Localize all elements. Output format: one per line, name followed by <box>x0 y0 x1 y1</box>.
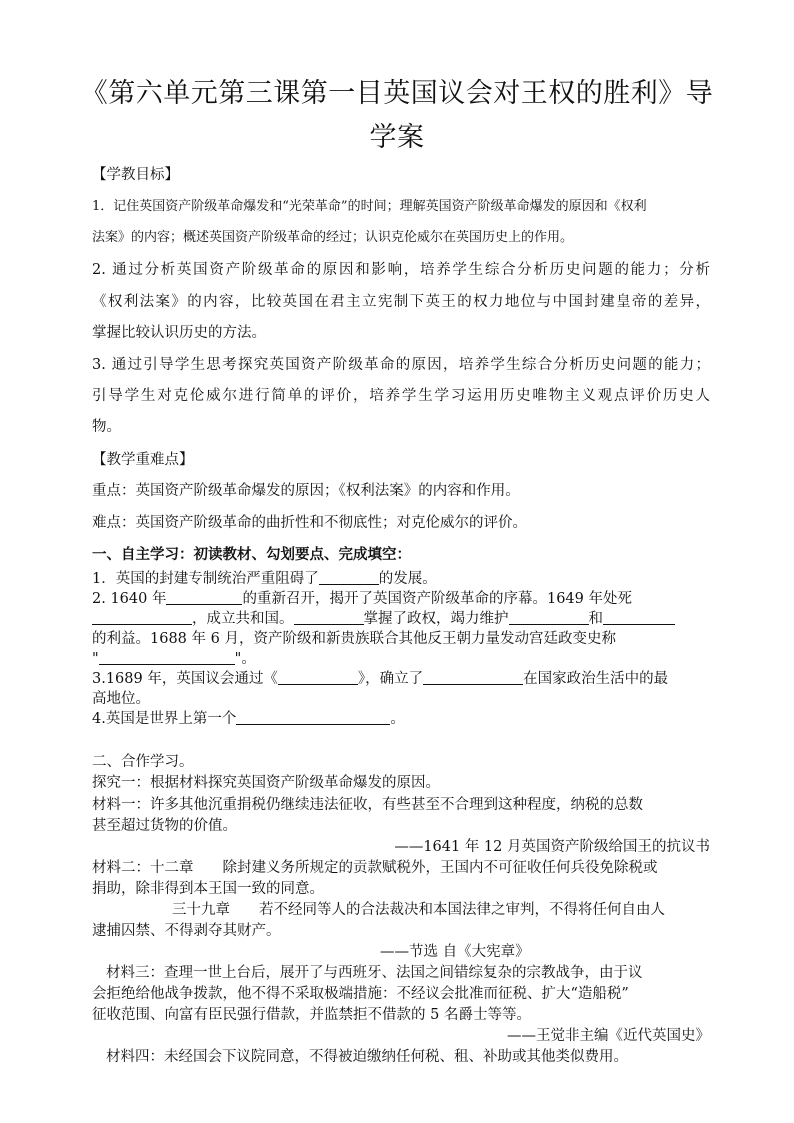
blank-8[interactable] <box>278 669 358 685</box>
question-3-line-1 <box>92 669 710 689</box>
question-1-text-b: 的发展。 <box>378 571 437 587</box>
material-3-line-3: 征收范围、向富有臣民强行借款，并监禁拒不借款的 5 名爵士等等。 <box>92 1007 531 1023</box>
objective-1-line-2: 法案》的内容；概述英国资产阶级革命的经过；认识克伦威尔在英国历史上的作用。 <box>92 230 574 245</box>
key-point-difficulty: 难点：英国资产阶级革命的曲折性和不彻底性；对克伦威尔的评价。 <box>92 515 527 531</box>
question-2-text-c: ，成立共和国。 <box>192 611 294 627</box>
question-2-text-g: " <box>92 651 99 667</box>
blank-6[interactable] <box>603 609 675 625</box>
material-2-line-4: 逮捕囚禁、不得剥夺其财产。 <box>92 923 281 939</box>
question-1-text-a: 1．英国的封建专制统治严重阻碍了 <box>92 571 319 587</box>
blank-10[interactable] <box>236 709 390 725</box>
blank-1[interactable] <box>319 569 379 585</box>
objective-2-line-3: 掌握比较认识历史的方法。 <box>92 325 266 341</box>
question-4 <box>92 709 710 729</box>
key-point-focus: 重点：英国资产阶级革命爆发的原因；《权利法案》的内容和作用。 <box>92 483 520 499</box>
question-2-line-1 <box>92 589 710 609</box>
question-4-text-a: 4.英国是世界上第一个 <box>92 711 237 727</box>
question-2-line-3: 的利益。1688 年 6 月，资产阶级和新贵族联合其他反王朝力量发动宫廷政变史称 <box>92 631 616 647</box>
objectives-heading: 【学教目标】 <box>92 167 179 183</box>
objective-2-line-2: 《权利法案》的内容，比较英国在君主立宪制下英王的权力地位与中国封建皇帝的差异， <box>92 294 710 310</box>
key-points-heading: 【教学重难点】 <box>92 452 194 468</box>
blank-2[interactable] <box>166 589 242 605</box>
blank-9[interactable] <box>423 669 523 685</box>
objective-3-line-3: 物。 <box>92 419 121 435</box>
objective-1-line-1: 1．记住英国资产阶级革命爆发和“光荣革命”的时间；理解英国资产阶级革命爆发的原因和《权利 <box>92 199 647 214</box>
material-3-line-2: 会拒绝给他战争拨款，他不得不采取极端措施：不经议会批准而征税、扩大“造船税” <box>92 986 629 1002</box>
material-3-source: ——王觉非主编《近代英国史》 <box>507 1028 710 1044</box>
question-2-line-2 <box>92 609 710 629</box>
question-3-text-a: 3.1689 年，英国议会通过《 <box>92 671 278 687</box>
material-1-line-2: 甚至超过货物的价值。 <box>92 818 237 834</box>
question-2-text-d: 掌握了政权，竭力维护 <box>363 611 509 627</box>
title-line-1: 《第六单元第三课第一目英国议会对王权的胜利》导 <box>80 78 714 109</box>
question-3-text-b: 》，确立了 <box>357 671 424 687</box>
material-2-line-3: 三十九章 若不经同等人的合法裁决和本国法律之审判，不得将任何自由人 <box>172 902 665 918</box>
question-4-text-b: 。 <box>390 711 405 727</box>
material-3-line-1: 材料三：查理一世上台后，展开了与西班牙、法国之间错综复杂的宗教战争，由于议 <box>106 965 643 981</box>
title-line-2: 学案 <box>369 122 425 153</box>
self-study-heading: 一、自主学习：初读教材、勾划要点、完成填空： <box>92 546 411 563</box>
cooperative-heading: 二、合作学习。 <box>92 754 194 770</box>
material-4-line-1: 材料四：未经国会下议院同意，不得被迫缴纳任何税、租、补助或其他类似费用。 <box>106 1049 628 1065</box>
blank-7[interactable] <box>99 649 235 665</box>
question-2-text-a: 2. 1640 年 <box>92 591 167 607</box>
material-2-line-1: 材料二：十二章 除封建义务所规定的贡款赋税外，王国内不可征收任何兵役免除税或 <box>92 860 658 876</box>
question-3-text-c: 在国家政治生活中的最 <box>523 671 669 687</box>
question-2-text-e: 和 <box>588 611 603 627</box>
inquiry-1: 探究一：根据材料探究英国资产阶级革命爆发的原因。 <box>92 775 440 791</box>
question-1 <box>92 569 710 589</box>
objective-3-line-1: 3. 通过引导学生思考探究英国资产阶级革命的原因，培养学生综合分析历史问题的能力； <box>92 357 710 373</box>
blank-5[interactable] <box>509 609 589 625</box>
question-2-line-4 <box>92 649 710 669</box>
material-2-line-2: 捐助，除非得到本王国一致的同意。 <box>92 881 324 897</box>
question-2-text-b: 的重新召开，揭开了英国资产阶级革命的序幕。1649 年处死 <box>242 591 632 607</box>
question-2-text-h: "。 <box>234 651 256 667</box>
material-2-source: ——节选 自《大宪章》 <box>380 944 530 960</box>
blank-4[interactable] <box>294 609 364 625</box>
objective-2-line-1: 2. 通过分析英国资产阶级革命的原因和影响，培养学生综合分析历史问题的能力；分析 <box>92 262 710 278</box>
material-1-line-1: 材料一：许多其他沉重捐税仍继续违法征收，有些甚至不合理到这种程度，纳税的总数 <box>92 797 643 813</box>
objective-3-line-2: 引导学生对克伦威尔进行简单的评价，培养学生学习运用历史唯物主义观点评价历史人 <box>92 388 710 404</box>
material-1-source: ——1641 年 12 月英国资产阶级给国王的抗议书 <box>394 839 710 855</box>
document-title <box>60 72 734 160</box>
question-3-line-2: 高地位。 <box>92 691 150 707</box>
blank-3[interactable] <box>92 609 192 625</box>
